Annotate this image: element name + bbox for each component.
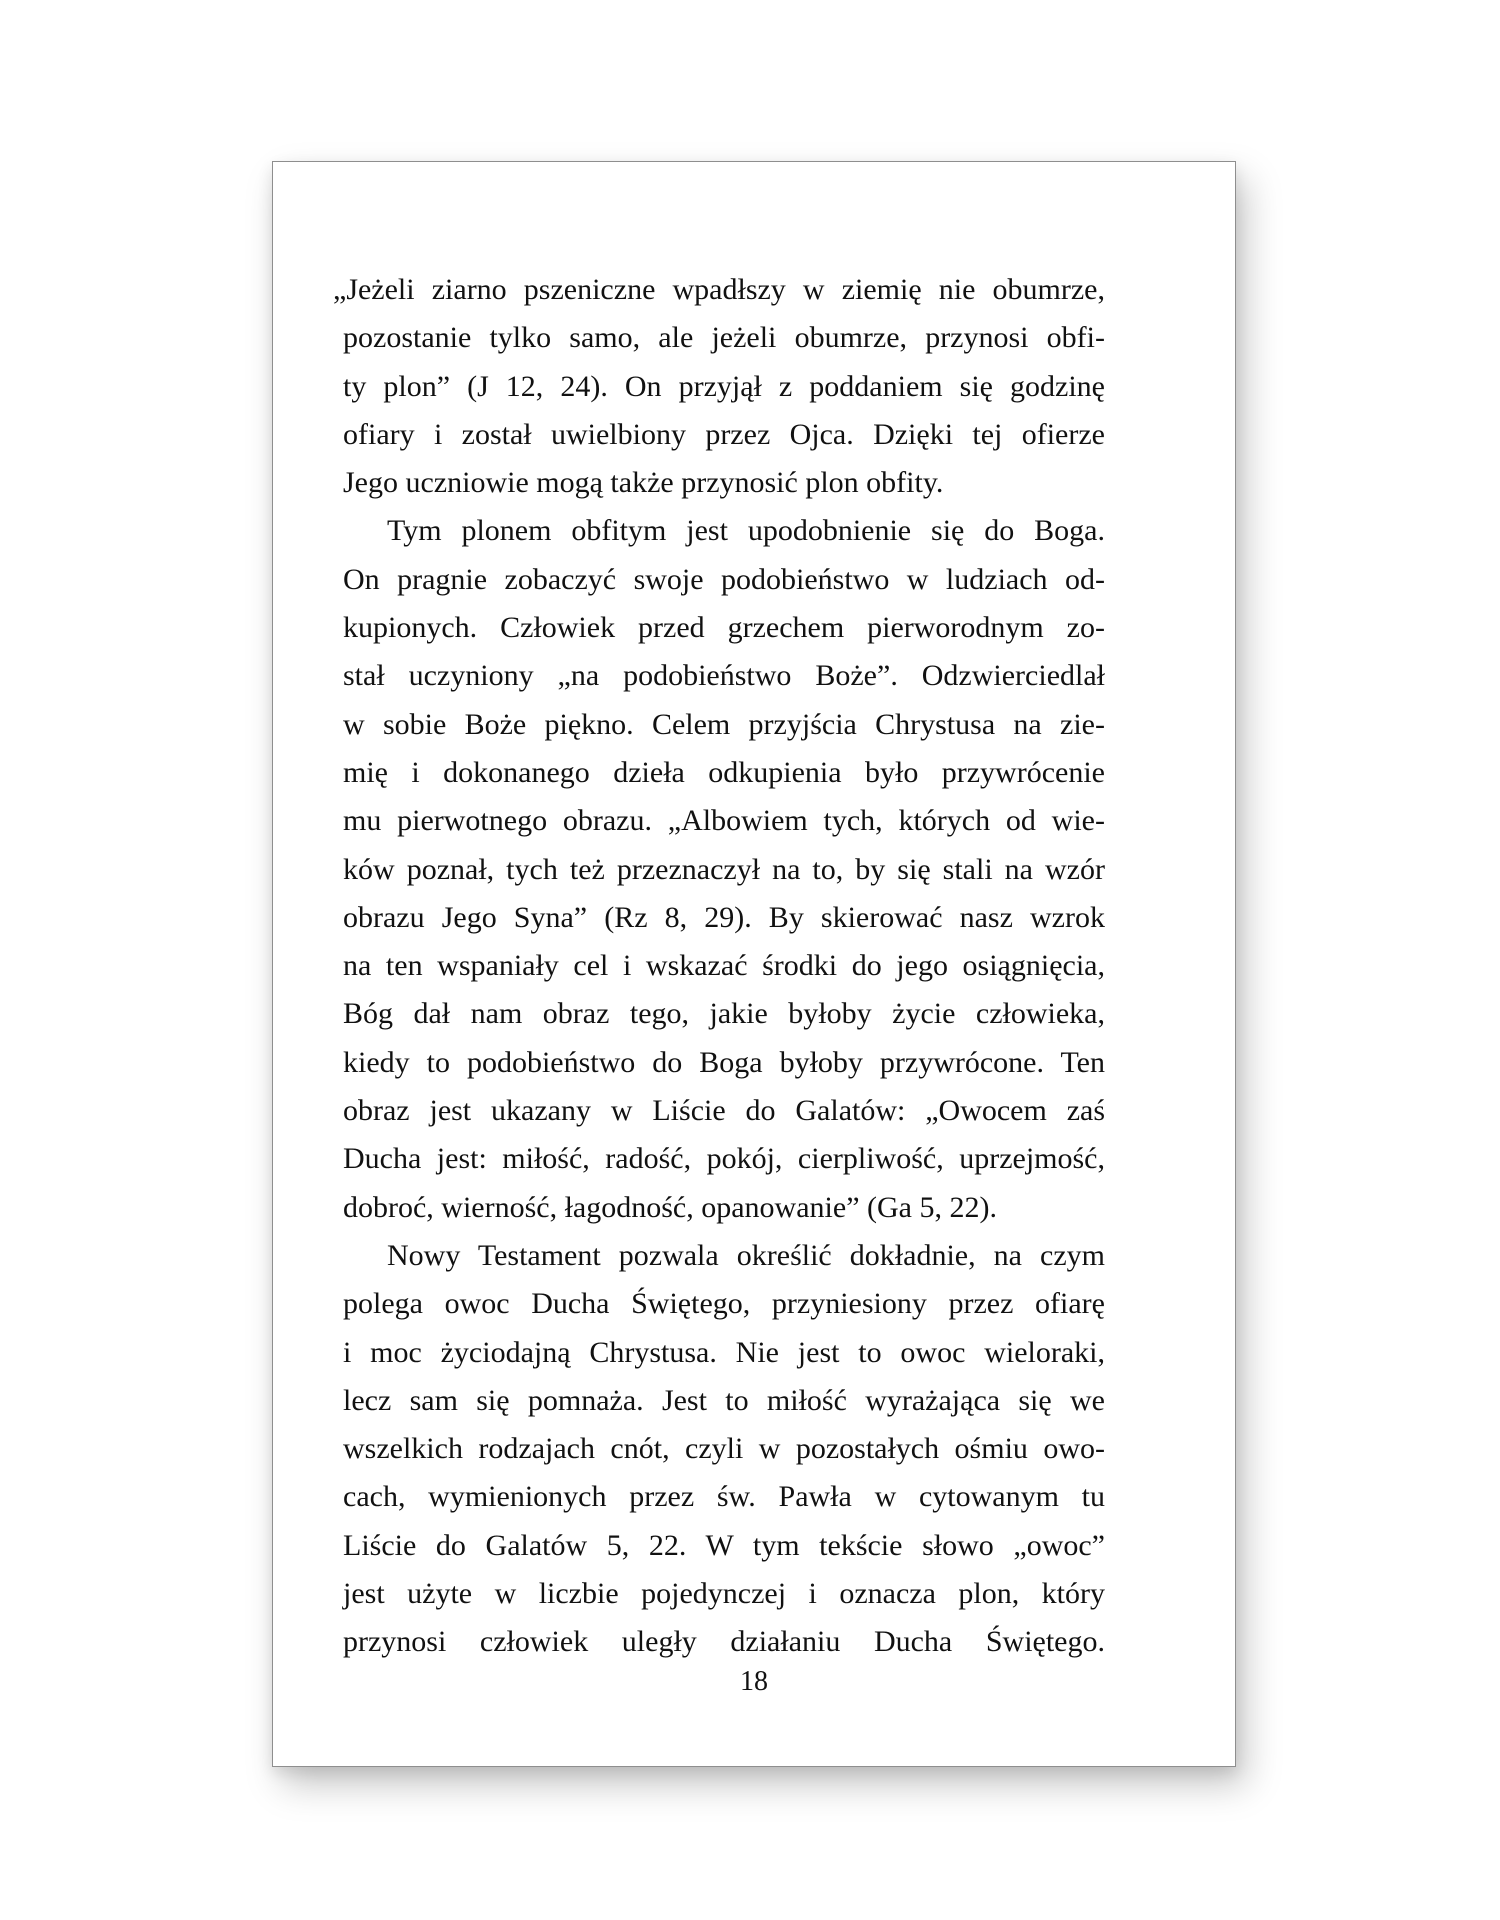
text-line: mu pierwotnego obrazu. „Albowiem tych, których od wie- [343, 804, 1105, 838]
text-line: na ten wspaniały cel i wskazać środki do jego osiągnięcia, [343, 949, 1105, 983]
text-line: cach, wymienionych przez św. Pawła w cytowanym tu [343, 1480, 1105, 1514]
text-line: w sobie Boże piękno. Celem przyjścia Chrystusa na zie- [343, 707, 1105, 741]
text-line: stał uczyniony „na podobieństwo Boże”. Odzwierciedlał [343, 659, 1105, 693]
text-line: obrazu Jego Syna” (Rz 8, 29). By skierować nasz wzrok [343, 900, 1105, 934]
text-line: ty plon” (J 12, 24). On przyjął z poddaniem się godzinę [343, 369, 1105, 403]
text-line: mię i dokonanego dzieła odkupienia było przywrócenie [343, 755, 1105, 789]
text-line: On pragnie zobaczyć swoje podobieństwo w ludziach od- [343, 562, 1105, 596]
text-line: ofiary i został uwielbiony przez Ojca. Dzięki tej ofierze [343, 417, 1105, 451]
text-line: Liście do Galatów 5, 22. W tym tekście słowo „owoc” [343, 1528, 1105, 1562]
text-line: przynosi człowiek uległy działaniu Ducha Świętego. [343, 1625, 1105, 1659]
text-line: „Jeżeli ziarno pszeniczne wpadłszy w ziemię nie obumrze, [333, 273, 1105, 306]
text-line: lecz sam się pomnaża. Jest to miłość wyrażająca się we [343, 1383, 1105, 1417]
text-line: wszelkich rodzajach cnót, czyli w pozostałych ośmiu owo- [343, 1432, 1105, 1466]
text-line: kiedy to podobieństwo do Boga byłoby przywrócone. Ten [343, 1045, 1105, 1079]
text-line: polega owoc Ducha Świętego, przyniesiony przez ofiarę [343, 1287, 1105, 1321]
text-line: i moc życiodajną Chrystusa. Nie jest to owoc wieloraki, [343, 1335, 1105, 1369]
text-line: pozostanie tylko samo, ale jeżeli obumrze, przynosi obfi- [343, 321, 1105, 355]
page-number: 18 [740, 1666, 768, 1697]
text-line: Jego uczniowie mogą także przynosić plon obfity. [343, 466, 944, 500]
text-line: ków poznał, tych też przeznaczył na to, by się stali na wzór [343, 852, 1105, 886]
text-line: Nowy Testament pozwala określić dokładnie, na czym [387, 1238, 1105, 1272]
text-line: dobroć, wierność, łagodność, opanowanie” (Ga 5, 22). [343, 1190, 997, 1224]
text-line: kupionych. Człowiek przed grzechem pierworodnym zo- [343, 611, 1105, 645]
text-line: Ducha jest: miłość, radość, pokój, cierpliwość, uprzejmość, [343, 1142, 1105, 1176]
text-line: obraz jest ukazany w Liście do Galatów: „Owocem zaś [343, 1094, 1105, 1128]
text-line: Bóg dał nam obraz tego, jakie byłoby życie człowieka, [343, 997, 1105, 1031]
page-text [333, 266, 1105, 1667]
book-page [272, 161, 1236, 1767]
text-line: jest użyte w liczbie pojedynczej i oznacza plon, który [343, 1577, 1105, 1611]
text-line: Tym plonem obfitym jest upodobnienie się do Boga. [387, 514, 1105, 548]
